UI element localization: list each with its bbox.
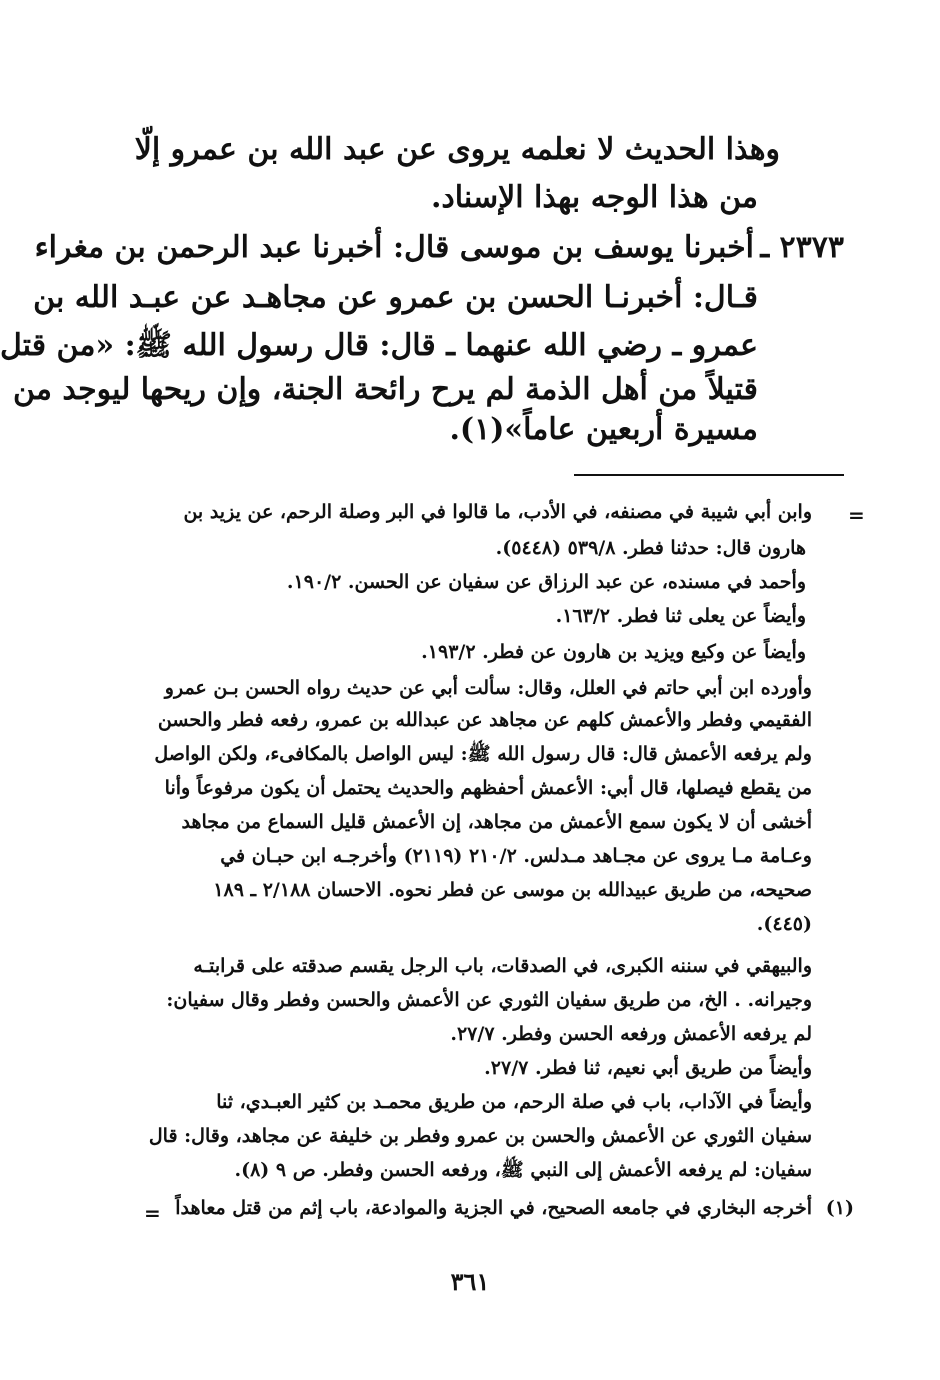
hadith-line-2: قـال: أخبرنـا الحسن بن عمرو عن مجاهـد عن عبـد الله بن — [33, 280, 758, 315]
footnote-line: الفقيمي وفطر والأعمش كلهم عن مجاهد عن عبدالله بن عمرو، رفعه فطر والحسن — [157, 709, 812, 731]
footnote-line: وأيضاً عن وكيع ويزيد بن هارون عن فطر. ١٩٣/٢. — [421, 641, 806, 663]
footnote-line: والبيهقي في سننه الكبرى، في الصدقات، باب الرجل يقسم صدقته على قرابتـه — [193, 955, 812, 977]
footnote-line: أخشى أن لا يكون سمع الأعمش من مجاهد، إن الأعمش قليل السماع من مجاهد — [181, 811, 812, 833]
footnote-line: وعـامة مـا يروى عن مجـاهد مـدلس. ٢١٠/٢ (٢١١٩) وأخرجـه ابن حبـان في — [220, 845, 812, 867]
footnote-line: سفيان الثوري عن الأعمش والحسن بن عمرو وفطر بن خليفة عن مجاهد، وقال: قال — [148, 1125, 812, 1147]
footnote-line: وأورده ابن أبي حاتم في العلل، وقال: سألت أبي عن حديث رواه الحسن بـن عمرو — [164, 677, 812, 699]
footnote-line: وأحمد في مسنده، عن عبد الرزاق عن سفيان عن الحسن. ١٩٠/٢. — [286, 571, 806, 593]
footnote-line: لم يرفعه الأعمش ورفعه الحسن وفطر. ٢٧/٧. — [450, 1023, 812, 1045]
footnote-line: ولم يرفعه الأعمش قال: قال رسول الله ﷺ: ليس الواصل بالمكافىء، ولكن الواصل — [154, 743, 812, 765]
hadith-line-4: قتيلاً من أهل الذمة لم يرح رائحة الجنة، وإن ريحها ليوجد من — [13, 372, 758, 407]
footnote-separator — [574, 474, 844, 476]
hadith-line-5: مسيرة أربعين عاماً»(١). — [449, 412, 758, 447]
intro-line-2: من هذا الوجه بهذا الإسناد. — [430, 180, 758, 215]
footnote-line: صحيحه، من طريق عبيدالله بن موسى عن فطر نحوه. الاحسان ٢/١٨٨ ـ ١٨٩ — [213, 879, 812, 901]
footnote-1-continuation-mark: = — [144, 1201, 161, 1225]
footnote-line: وأيضاً عن يعلى ثنا فطر. ١٦٣/٢. — [555, 605, 806, 627]
footnote-line: سفيان: لم يرفعه الأعمش إلى النبي ﷺ، ورفعه الحسن وفطر. ص ٩ (٨). — [234, 1159, 812, 1181]
page-number: ٣٦١ — [450, 1267, 490, 1296]
footnote-line: (٤٤٥). — [756, 913, 812, 935]
continuation-mark: = — [848, 503, 865, 527]
hadith-line-3: عمرو ـ رضي الله عنهما ـ قال: قال رسول الله ﷺ: «من قتل — [0, 328, 758, 363]
footnote-line: هارون قال: حدثنا فطر. ٥٣٩/٨ (٥٤٤٨). — [495, 537, 806, 559]
footnote-line: وأيضاً في الآداب، باب في صلة الرحم، من طريق محمـد بن كثير العبـدي، ثنا — [216, 1091, 812, 1113]
footnote-1-marker: (١) — [825, 1197, 854, 1219]
footnote-line: وأيضاً من طريق أبي نعيم، ثنا فطر. ٢٧/٧. — [484, 1057, 812, 1079]
footnote-line: من يقطع فيصلها، قال أبي: الأعمش أحفظهم والحديث يحتمل أن يكون مرفوعاً وأنا — [164, 777, 812, 799]
intro-line-1: وهذا الحديث لا نعلمه يروى عن عبد الله بن عمرو إلّا — [134, 132, 780, 167]
footnote-line: وابن أبي شيبة في مصنفه، في الأدب، ما قالوا في البر وصلة الرحم، عن يزيد بن — [183, 501, 812, 523]
hadith-line-1: أخبرنا يوسف بن موسى قال: أخبرنا عبد الرحمن بن مغراء — [34, 230, 754, 265]
hadith-number: ٢٣٧٣ ـ — [760, 230, 844, 265]
footnote-line: وجيرانه. . الخ، من طريق سفيان الثوري عن الأعمش والحسن وفطر وقال سفيان: — [166, 989, 812, 1011]
footnote-1-text: أخرجه البخاري في جامعه الصحيح، في الجزية والموادعة، باب إثم من قتل معاهداً — [175, 1197, 812, 1219]
